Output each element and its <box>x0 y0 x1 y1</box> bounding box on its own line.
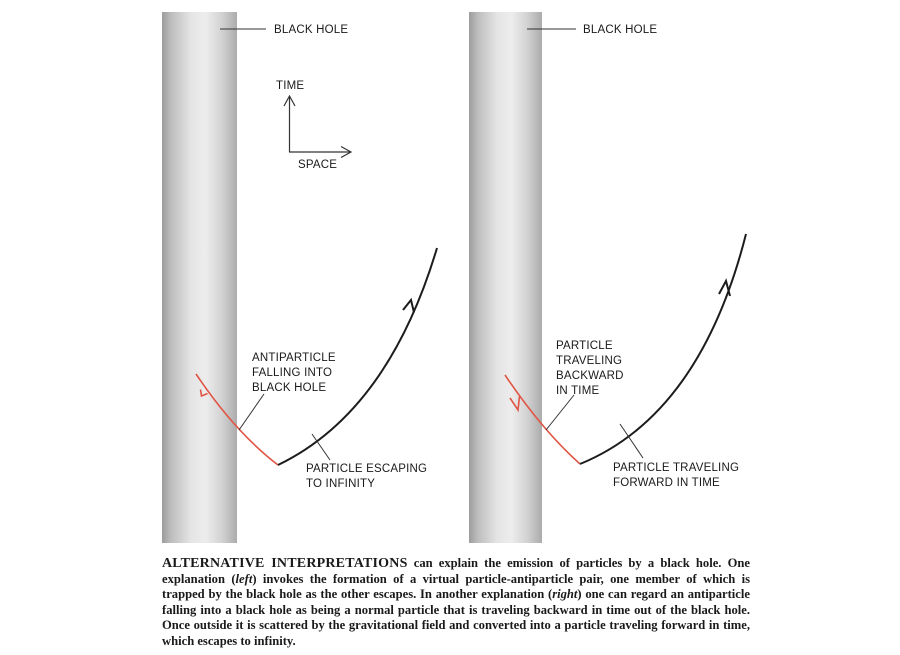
escaping-particle-label-line: PARTICLE ESCAPING <box>306 463 428 475</box>
forward-particle-label <box>613 462 743 489</box>
antiparticle-label-line: FALLING INTO <box>252 367 333 379</box>
space-label: SPACE <box>298 159 338 171</box>
antiparticle-leader <box>239 394 264 430</box>
left-panel <box>162 12 437 543</box>
antiparticle-label-line: ANTIPARTICLE <box>252 352 336 364</box>
antiparticle-label <box>252 352 339 394</box>
time-space-axes <box>276 80 351 171</box>
backward-particle-leader <box>546 395 574 430</box>
caption-left-word: left <box>235 571 253 586</box>
caption-right-word: right <box>552 587 578 602</box>
caption-text: ) one can regard an antiparticle falling into a black hole as being a normal particle that is traveling backward in time out of the black hole. Once outside it is scattered by the gravitational field and converted into a particle traveling forward in time, which escapes to infinity. <box>162 587 750 648</box>
backward-particle-label-line: PARTICLE <box>556 340 613 352</box>
backward-particle-label <box>556 340 627 397</box>
forward-particle-label-line: FORWARD IN TIME <box>613 477 720 489</box>
time-label: TIME <box>276 80 305 92</box>
left-hole-label: BLACK HOLE <box>274 24 349 36</box>
caption-lead: ALTERNATIVE INTERPRETATIONS <box>162 556 408 571</box>
backward-particle-label-line: TRAVELING <box>556 355 623 367</box>
left-black-hole-cylinder <box>162 12 237 543</box>
right-hole-label: BLACK HOLE <box>583 24 658 36</box>
backward-particle-label-line: IN TIME <box>556 385 600 397</box>
escaping-particle-label-line: TO INFINITY <box>306 478 376 490</box>
forward-particle-label-line: PARTICLE TRAVELING <box>613 462 740 474</box>
figure-caption <box>162 556 750 650</box>
escaping-particle-arrow-icon <box>403 300 414 313</box>
caption-text: can explain the emission of particles by a black hole. One explanation ( <box>162 556 750 586</box>
right-panel <box>469 12 746 543</box>
caption-text: ) invokes the formation of a virtual particle-antiparticle pair, one member of which is trapped by the black hole as the other escapes. In another explanation ( <box>162 571 751 602</box>
antiparticle-label-line: BLACK HOLE <box>252 382 327 394</box>
backward-particle-label-line: BACKWARD <box>556 370 624 382</box>
right-black-hole-cylinder <box>469 12 542 543</box>
escaping-particle-label <box>306 463 431 490</box>
